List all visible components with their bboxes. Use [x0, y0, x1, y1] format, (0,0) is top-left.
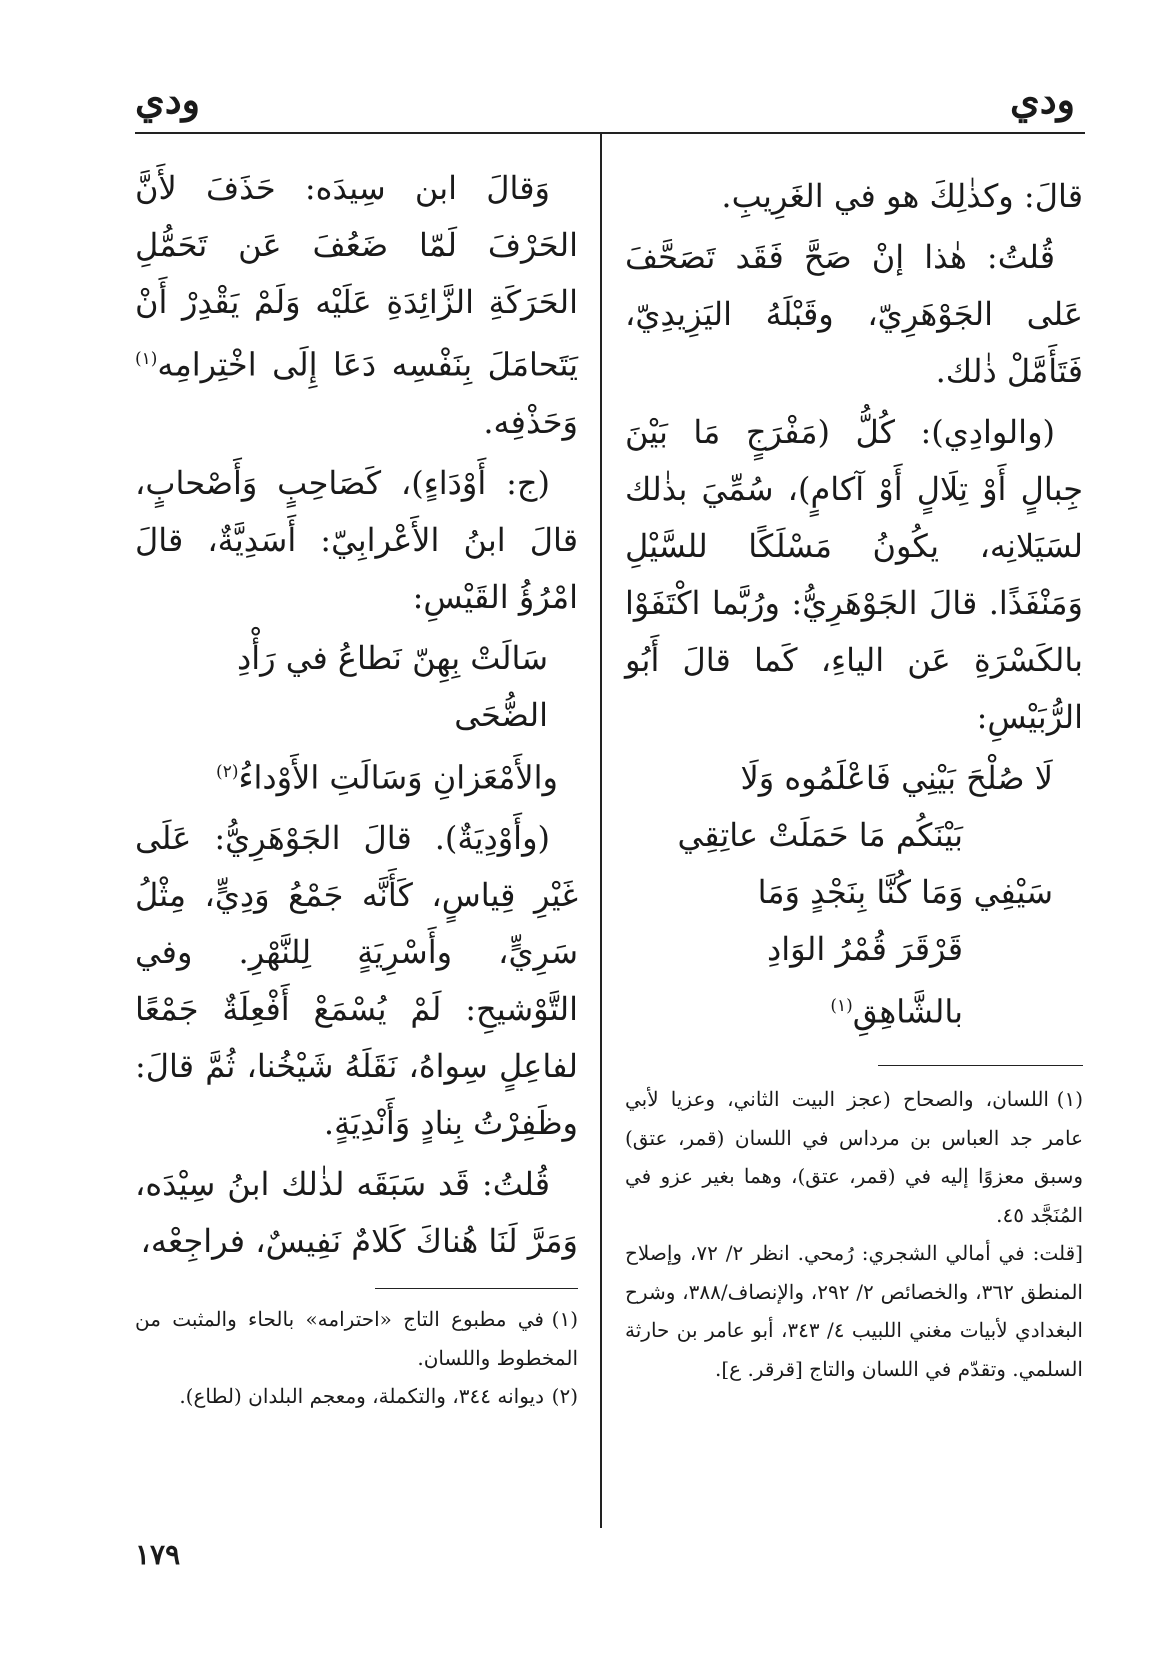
header-keyword-left: ودي [135, 77, 201, 122]
paragraph-text: وَقالَ ابن سِيدَه: حَذَفَ لأَنَّ الحَرْفَ لَمّا ضَعُفَ عَن تَحَمُّلِ الحَرَكَةِ الزَّائِدَةِ عَلَيْه وَلَمْ يَقْدِرْ أَنْ يَتَحامَلَ بِنَفْسِه دَعَا إِلَى اخْتِرامِه [135, 169, 578, 384]
verse-line-last [135, 744, 578, 807]
verse-line: سَيْفِي وَمَا كُنَّا بِنَجْدٍ وَمَا [757, 873, 1053, 911]
paragraph: (وأَوْدِيَةٌ). قالَ الجَوْهَرِيُّ: عَلَى غَيْرِ قِياسٍ، كَأَنَّه جَمْعُ وَدِيٍّ، مِثْلُ سَرِيٍّ، وأَسْرِيَةٍ لِلنَّهْرِ. وفي التَّوْشيحِ: لَمْ يُسْمَعْ أَفْعِلَةٌ جَمْعًا لفاعِلٍ سِواهُ، نَقَلَهُ شَيْخُنا، ثُمَّ قالَ: وظَفِرْتُ بِنادٍ وَأَنْدِيَةٍ. [135, 819, 578, 1143]
paragraph: (ج: أَوْدَاءٍ)، كَصَاحِبٍ وَأَصْحابٍ، قالَ ابنُ الأَعْرابِيّ: أَسَدِيَّةٌ، قالَ امْرُؤُ القَيْسِ: [135, 463, 578, 616]
footnote-rule [878, 1065, 1083, 1066]
left-column [135, 160, 578, 1274]
paragraph: قُلتُ: قَد سَبَقَه لذٰلك ابنُ سِيْدَه، وَمَرَّ لَنَا هُناكَ كَلامٌ نَفِيسٌ، فراجِعْه، [135, 1165, 578, 1261]
paragraph: (والوادِي): كُلُّ (مَفْرَجٍ مَا بَيْنَ جِبالٍ أَوْ تِلَالٍ أَوْ آكامٍ)، سُمِّيَ بذٰلك لسَيَلانِه، يكُونُ مَسْلَكًا للسَّيْلِ وَمَنْفَذًا. قالَ الجَوْهَرِيُّ: ورُبَّما اكْتَفَوْا بالكَسْرَةِ عَن الياءِ، كَما قالَ أَبُو الرُّبَيْسِ: [625, 413, 1083, 736]
page-number: ١٧٩ [135, 1538, 181, 1571]
paragraph: قالَ: وكذٰلِكَ هو في الغَرِيبِ. [721, 177, 1083, 215]
footnote-text: اللسان، والصحاح (عجز البيت الثاني، وعزيا لأبي عامر جد العباس بن مرداس في اللسان (قمر، عتق) وسبق معزوًا إليه في (قمر، عتق)، وهما بغير عزو في المُنَجَّد ٤٥. [625, 1087, 1083, 1227]
header-keyword-right: ودي [1010, 77, 1076, 122]
verse-block [135, 630, 578, 807]
footnote-number: (٢) [551, 1384, 578, 1408]
footnote-marker: (١) [830, 996, 853, 1016]
right-footnotes [625, 1080, 1083, 1388]
verse-text: والأَمْعَزانِ وَسَالَتِ الأَوْداءُ [238, 758, 558, 797]
left-footnotes [135, 1300, 578, 1416]
verse-text: قَرْقَرَ قُمْرُ الوَادِ بالشَّاهِقِ [766, 930, 963, 1031]
footnote-rule [375, 1288, 578, 1289]
header-rule [135, 132, 1085, 134]
footnote-text: في مطبوع التاج «احترامه» بالحاء والمثبت من المخطوط واللسان. [135, 1307, 578, 1370]
footnote [135, 1377, 578, 1416]
verse-line-last [625, 921, 1083, 1041]
paragraph: قُلتُ: هٰذا إنْ صَحَّ فَقَد تَصَحَّفَ عَلى الجَوْهَرِيّ، وقَبْلَهُ اليَزِيدِيّ، فَتَأَمَّلْ ذٰلك. [625, 238, 1083, 390]
footnote-number: (١) [551, 1307, 578, 1331]
column-divider [600, 134, 602, 1528]
footnote-text: ديوانه ٣٤٤، والتكملة، ومعجم البلدان (لطاع). [179, 1384, 544, 1408]
right-column [625, 168, 1083, 1045]
footnote-editor-note: [قلت: في أمالي الشجري: رُمحي. انظر ٢/ ٧٢، وإصلاح المنطق ٣٦٢، والخصائص ٢/ ٢٩٢، والإنصاف/٣٨٨، وشرح البغدادي لأبيات مغني اللبيب ٤/ ٣٤٣، أبو عامر بن حارثة السلمي. وتقدّم في اللسان والتاج [قرقر. ع]. [625, 1241, 1083, 1381]
verse-line: بَيْنَكُم مَا حَمَلَتْ عاتِقِي [677, 816, 963, 854]
footnote [135, 1300, 578, 1377]
footnote [625, 1080, 1083, 1234]
verse-line: لَا صُلْحَ بَيْنِي فَاعْلَمُوه وَلَا [740, 759, 1053, 797]
verse-line: سَالَتْ بِهِنّ نَطاعُ في رَأْدِ الضُّحَى [237, 638, 548, 734]
paragraph [135, 160, 578, 451]
paragraph-text: وَحَذْفِه. [483, 402, 578, 441]
footnote-marker: (٢) [216, 761, 239, 782]
verse-block [625, 750, 1083, 1041]
footnote-marker: (١) [135, 349, 158, 369]
footnote-number: (١) [1056, 1087, 1083, 1111]
